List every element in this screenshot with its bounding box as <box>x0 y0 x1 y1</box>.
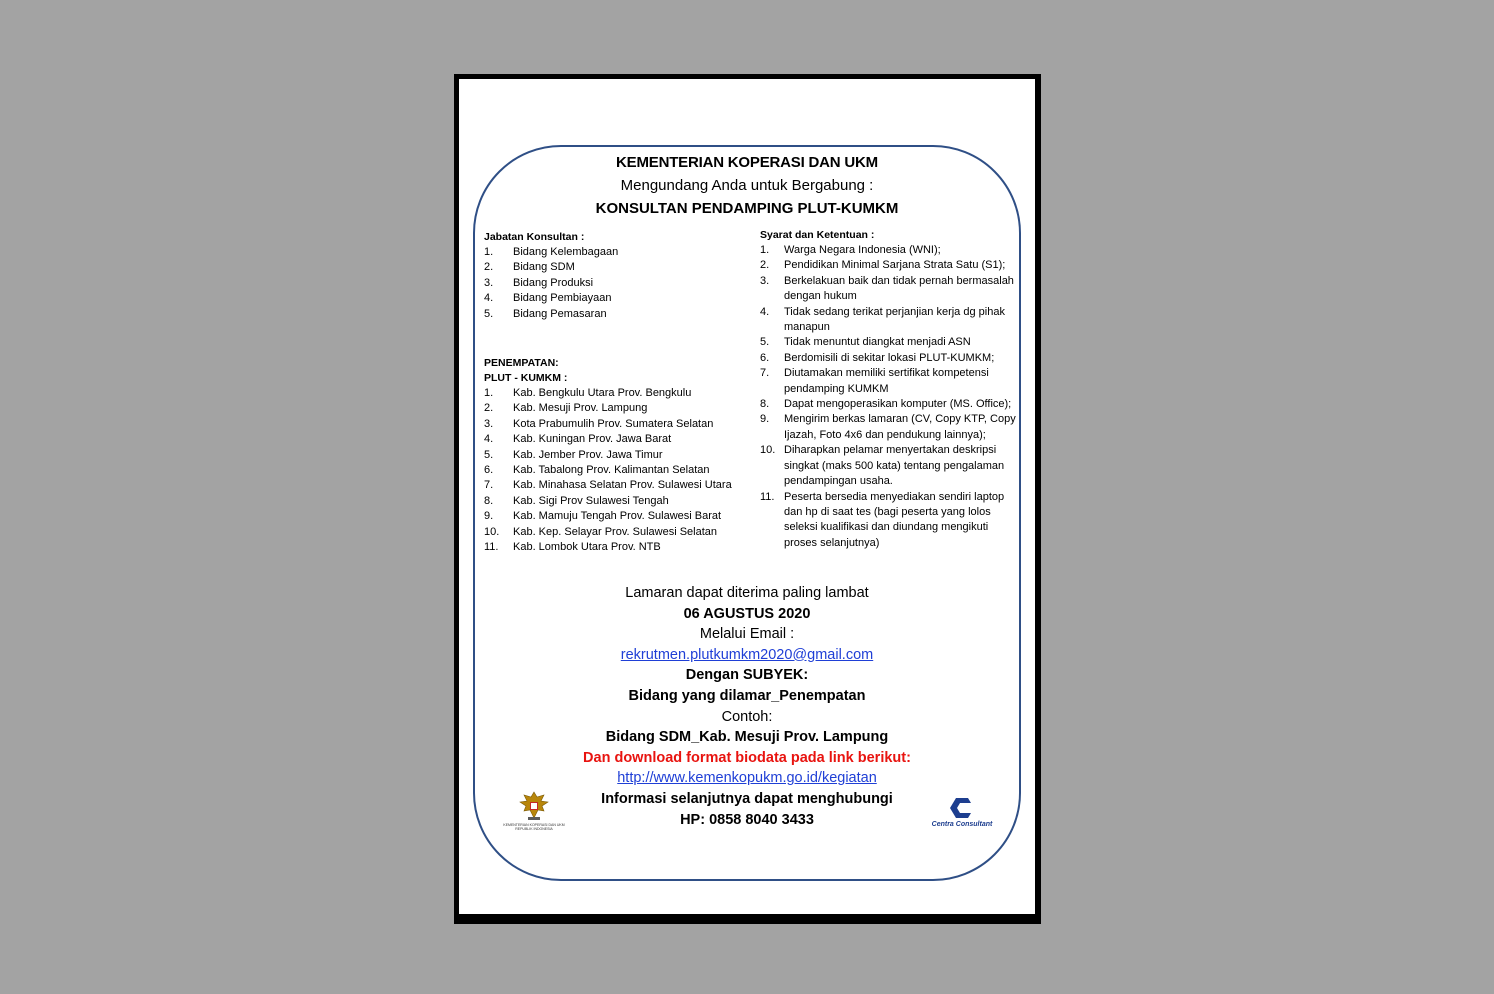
list-item-number: 5. <box>760 336 770 349</box>
plut-title: PLUT - KUMKM : <box>484 372 568 385</box>
list-item-text: Diutamakan memiliki sertifikat kompetensi pendamping KUMKM <box>784 367 989 395</box>
list-item <box>760 258 1022 273</box>
list-item-number: 3. <box>484 276 494 289</box>
list-item-text: Peserta bersedia menyediakan sendiri laptop dan hp di saat tes (bagi peserta yang lolos seleksi kualifikasi dan diundang mengikuti proses selanjutnya) <box>784 490 1005 549</box>
syarat-list <box>760 243 1022 551</box>
invite-line: Mengundang Anda untuk Bergabung : <box>620 177 874 194</box>
list-item-number: 11. <box>484 541 499 554</box>
list-item-number: 3. <box>760 274 770 287</box>
list-item-number: 10. <box>484 525 500 538</box>
list-item-number: 2. <box>484 261 494 274</box>
list-item-text: Kab. Sigi Prov Sulawesi Tengah <box>513 494 669 507</box>
phone-number: HP: 0858 8040 3433 <box>680 811 814 828</box>
list-item-text: Tidak menuntut diangkat menjadi ASN <box>784 336 971 349</box>
list-item-number: 7. <box>484 479 494 492</box>
list-item <box>484 386 759 401</box>
list-item <box>484 291 759 306</box>
list-item <box>484 463 759 478</box>
list-item-text: Bidang SDM <box>513 261 575 274</box>
list-item <box>484 401 759 416</box>
list-item <box>484 494 759 509</box>
list-item-text: Tidak sedang terikat perjanjian kerja dg pihak manapun <box>784 305 1005 334</box>
list-item-text: Bidang Pemasaran <box>513 307 607 320</box>
deadline-date: 06 AGUSTUS 2020 <box>683 605 811 622</box>
poster-header <box>459 151 1035 220</box>
example-value: Bidang SDM_Kab. Mesuji Prov. Lampung <box>605 729 889 746</box>
list-item <box>760 366 1022 397</box>
list-item <box>484 525 759 540</box>
list-item-text: Kab. Bengkulu Utara Prov. Bengkulu <box>513 387 692 400</box>
list-item-text: Kab. Tabalong Prov. Kalimantan Selatan <box>513 464 710 477</box>
list-item <box>484 478 759 493</box>
list-item-number: 8. <box>760 398 770 411</box>
deadline-label: Lamaran dapat diterima paling lambat <box>625 585 869 601</box>
list-item-number: 2. <box>484 402 494 415</box>
list-item-text: Dapat mengoperasikan komputer (MS. Office); <box>784 398 1012 411</box>
list-item-number: 5. <box>484 448 494 461</box>
list-item-text: Mengirim berkas lamaran (CV, Copy KTP, Copy Ijazah, Foto 4x6 dan pendukung lainnya); <box>784 413 1016 441</box>
logo-caption-2: REPUBLIK INDONESIA <box>515 827 553 831</box>
list-item <box>484 448 759 463</box>
list-item-number: 4. <box>760 305 770 318</box>
list-item-text: Kab. Lombok Utara Prov. NTB <box>513 541 661 554</box>
download-text: Dan download format biodata pada link berikut: <box>583 749 911 766</box>
list-item-text: Kab. Mesuji Prov. Lampung <box>513 402 648 415</box>
centra-consultant-logo <box>921 795 1003 828</box>
list-item-text: Pendidikan Minimal Sarjana Strata Satu (S1); <box>784 259 1006 272</box>
list-item-text: Bidang Pembiayaan <box>513 292 612 305</box>
list-item <box>484 276 759 291</box>
list-item <box>484 509 759 524</box>
list-item-number: 6. <box>760 351 770 364</box>
subject-label: Dengan SUBYEK: <box>685 667 809 684</box>
list-item-text: Kab. Kep. Selayar Prov. Sulawesi Selatan <box>513 525 718 538</box>
list-item-text: Kab. Minahasa Selatan Prov. Sulawesi Utara <box>513 479 732 492</box>
list-item <box>484 260 759 275</box>
list-item-text: Bidang Kelembagaan <box>513 246 619 258</box>
list-item-number: 10. <box>760 444 776 457</box>
list-item <box>760 305 1022 336</box>
biodata-link[interactable]: http://www.kemenkopukm.go.id/kegiatan <box>617 770 877 787</box>
list-item-number: 4. <box>484 433 494 446</box>
list-item-number: 9. <box>760 413 770 426</box>
list-item-number: 8. <box>484 494 494 507</box>
list-item-number: 2. <box>760 259 770 272</box>
list-item-text: Berdomisili di sekitar lokasi PLUT-KUMKM; <box>784 351 995 364</box>
list-item-text: Kab. Kuningan Prov. Jawa Barat <box>513 433 672 446</box>
list-item-number: 7. <box>760 367 770 380</box>
list-item <box>484 540 759 555</box>
list-item-text: Bidang Produksi <box>513 276 594 289</box>
list-item-text: Kota Prabumulih Prov. Sumatera Selatan <box>513 417 714 430</box>
list-item <box>484 307 759 322</box>
list-item-number: 3. <box>484 417 494 430</box>
list-item <box>484 432 759 447</box>
email-link[interactable]: rekrutmen.plutkumkm2020@gmail.com <box>620 646 874 663</box>
subject-format: Bidang yang dilamar_Penempatan <box>628 687 866 704</box>
list-item <box>760 443 1022 489</box>
info-text: Informasi selanjutnya dapat menghubungi <box>601 790 893 807</box>
centra-name: Centra Consultant <box>931 821 993 828</box>
list-item <box>760 490 1022 552</box>
list-item-text: Berkelakuan baik dan tidak pernah bermasalah dengan hukum <box>784 274 1014 303</box>
logo-caption-1: KEMENTERIAN KOPERASI DAN UKM <box>503 823 565 827</box>
list-item-number: 1. <box>484 387 494 400</box>
centra-logo-icon <box>946 795 978 821</box>
list-item-number: 9. <box>484 510 494 523</box>
penempatan-list <box>484 386 759 555</box>
list-item <box>760 351 1022 366</box>
list-item <box>760 243 1022 258</box>
list-item-text: Diharapkan pelamar menyertakan deskripsi singkat (maks 500 kata) tentang pengalaman pendampingan usaha. <box>784 444 1005 488</box>
left-column <box>484 230 759 556</box>
list-item <box>760 335 1022 350</box>
poster-page <box>454 74 1041 924</box>
via-email-label: Melalui Email : <box>699 626 795 643</box>
right-column <box>760 228 1022 551</box>
list-item-number: 5. <box>484 307 494 320</box>
position-title: KONSULTAN PENDAMPING PLUT-KUMKM <box>595 200 899 217</box>
jabatan-title: Jabatan Konsultan : <box>484 231 585 243</box>
list-item <box>760 397 1022 412</box>
list-item-number: 1. <box>484 246 494 258</box>
list-item <box>760 274 1022 305</box>
garuda-icon <box>517 789 551 823</box>
list-item-number: 6. <box>484 464 494 477</box>
list-item-text: Kab. Mamuju Tengah Prov. Sulawesi Barat <box>513 510 722 523</box>
list-item <box>484 417 759 432</box>
kemenkop-logo <box>499 789 569 831</box>
list-item-number: 4. <box>484 292 494 305</box>
penempatan-title: PENEMPATAN: <box>484 357 559 370</box>
list-item-text: Kab. Jember Prov. Jawa Timur <box>513 448 663 461</box>
list-item-number: 11. <box>760 490 775 503</box>
list-item <box>760 412 1022 443</box>
list-item-text: Warga Negara Indonesia (WNI); <box>784 244 941 256</box>
list-item-number: 1. <box>760 244 770 256</box>
example-label: Contoh: <box>721 708 773 725</box>
list-item <box>484 245 759 260</box>
ministry-title: KEMENTERIAN KOPERASI DAN UKM <box>616 154 878 171</box>
jabatan-list <box>484 245 759 322</box>
syarat-title: Syarat dan Ketentuan : <box>760 229 875 241</box>
